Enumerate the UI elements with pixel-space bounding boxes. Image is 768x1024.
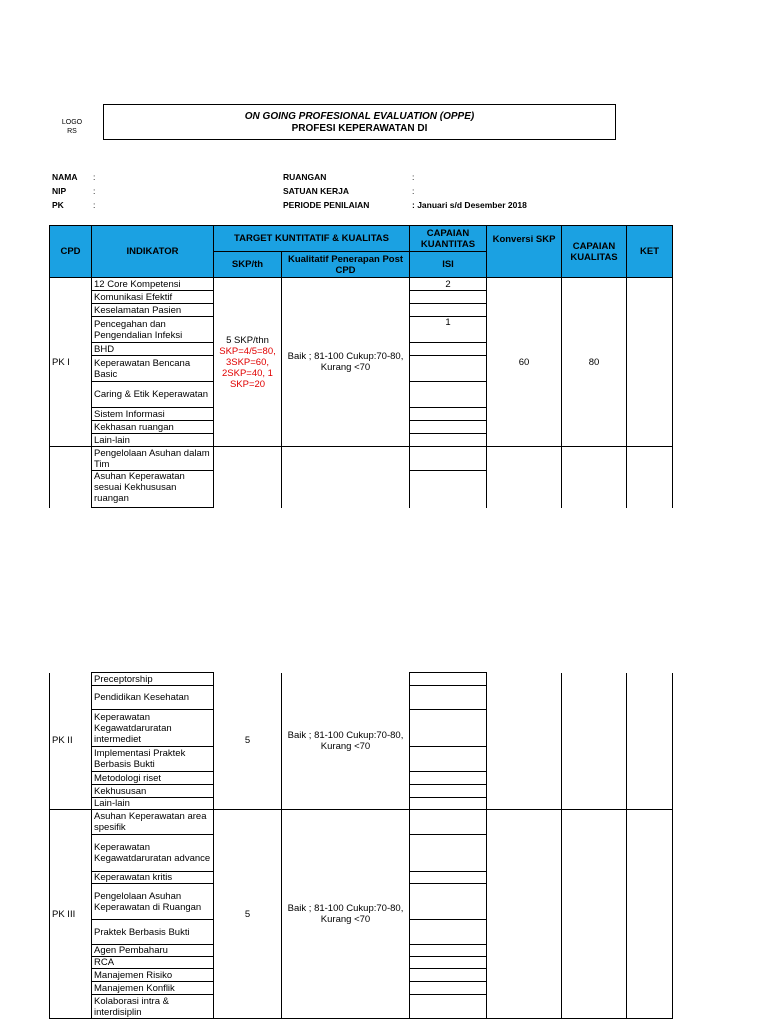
- pk2-indicator: Lain-lain: [92, 798, 214, 810]
- logo-line2: RS: [67, 128, 77, 135]
- header-capaian-kualitas: CAPAIAN KUALITAS: [562, 226, 627, 278]
- pk1b-konversi: [487, 447, 562, 508]
- pk3-isi: [410, 810, 487, 835]
- pk1-konversi: 60: [487, 278, 562, 447]
- header-konversi-skp: Konversi SKP: [487, 226, 562, 278]
- pk2-konversi: [487, 673, 562, 810]
- pk1-indicator: Keperawatan Bencana Basic: [92, 356, 214, 382]
- pk1-indicator: Pencegahan dan Pengendalian Infeksi: [92, 317, 214, 343]
- logo-line1: LOGO: [61, 119, 83, 126]
- pk3-isi: [410, 884, 487, 920]
- pk3-indicator: Manajemen Risiko: [92, 969, 214, 982]
- pk1-isi: [410, 291, 487, 304]
- pk1-indicator: 12 Core Kompetensi: [92, 278, 214, 291]
- pk1-indicator: Keselamatan Pasien: [92, 304, 214, 317]
- oppe-table-top: [49, 225, 673, 508]
- pk3-indicator: Keperawatan Kegawatdaruratan advance: [92, 835, 214, 872]
- header-ket: KET: [627, 226, 673, 278]
- pk2-isi: [410, 686, 487, 710]
- pk1-kualitatif: Baik ; 81-100 Cukup:70-80, Kurang <70: [282, 278, 410, 447]
- pk1-isi: [410, 356, 487, 382]
- pk1-isi: [410, 434, 487, 447]
- ruangan-colon: :: [412, 172, 415, 182]
- pk3-ket: [627, 810, 673, 1019]
- nip-label: NIP: [52, 186, 67, 196]
- pk1-indicator: Komunikasi Efektif: [92, 291, 214, 304]
- nip-colon: :: [93, 186, 96, 196]
- nama-colon: :: [93, 172, 96, 182]
- pk2-isi: [410, 673, 487, 686]
- pk2-ket: [627, 673, 673, 810]
- pk1-skp: [214, 278, 282, 447]
- pk1-capaian-kualitas: 80: [562, 278, 627, 447]
- header-kualitatif: Kualitatif Penerapan Post CPD: [282, 252, 410, 278]
- pk1b-indicator: Asuhan Keperawatan sesuai Kekhususan ruangan: [92, 471, 214, 508]
- pk2-indicator: Preceptorship: [92, 673, 214, 686]
- pk1b-kualitatif: [282, 447, 410, 508]
- periode-value: : Januari s/d Desember 2018: [412, 200, 527, 210]
- header-cpd: CPD: [50, 226, 92, 278]
- title-line2: PROFESI KEPERAWATAN DI: [291, 123, 428, 134]
- pk1-isi: [410, 421, 487, 434]
- pk1-isi: [410, 408, 487, 421]
- pk2-indicator: Metodologi riset: [92, 772, 214, 785]
- pk1-isi: [410, 304, 487, 317]
- pk2-kualitatif: Baik ; 81-100 Cukup:70-80, Kurang <70: [282, 673, 410, 810]
- pk3-skp: 5: [214, 810, 282, 1019]
- pk1b-isi: [410, 447, 487, 471]
- pk3-isi: [410, 995, 487, 1019]
- pk3-capaian-kualitas: [562, 810, 627, 1019]
- pk3-indicator: Agen Pembaharu: [92, 945, 214, 957]
- pk2-indicator: Implementasi Praktek Berbasis Bukti: [92, 747, 214, 772]
- pk1-ket: [627, 278, 673, 447]
- satuan-kerja-label: SATUAN KERJA: [283, 186, 349, 196]
- pk1-isi: [410, 382, 487, 408]
- pk3-isi: [410, 920, 487, 945]
- pk2-isi: [410, 785, 487, 798]
- pk3-indicator: Keperawatan kritis: [92, 872, 214, 884]
- ruangan-label: RUANGAN: [283, 172, 327, 182]
- pk2-indicator: Keperawatan Kegawatdaruratan intermediet: [92, 710, 214, 747]
- oppe-table-bottom: [49, 672, 673, 1019]
- pk3-indicator: Pengelolaan Asuhan Keperawatan di Ruangan: [92, 884, 214, 920]
- pk3-isi: [410, 872, 487, 884]
- pk1-indicator: Lain-lain: [92, 434, 214, 447]
- pk3-indicator: Manajemen Konflik: [92, 982, 214, 995]
- pk3-kualitatif: Baik ; 81-100 Cukup:70-80, Kurang <70: [282, 810, 410, 1019]
- pk1-isi: 1: [410, 317, 487, 343]
- pk2-label: PK II: [50, 673, 92, 810]
- pk-label: PK: [52, 200, 64, 210]
- pk2-isi: [410, 798, 487, 810]
- pk1-isi: [410, 343, 487, 356]
- pk3-isi: [410, 835, 487, 872]
- pk2-isi: [410, 747, 487, 772]
- pk1b-skp: [214, 447, 282, 508]
- satuan-kerja-colon: :: [412, 186, 415, 196]
- nama-label: NAMA: [52, 172, 78, 182]
- pk2-indicator: Pendidikan Kesehatan: [92, 686, 214, 710]
- periode-label: PERIODE PENILAIAN: [283, 200, 370, 210]
- pk3-indicator: RCA: [92, 957, 214, 969]
- pk3-isi: [410, 945, 487, 957]
- pk1b-indicator: Pengelolaan Asuhan dalam Tim: [92, 447, 214, 471]
- pk3-label: PK III: [50, 810, 92, 1019]
- pk3-isi: [410, 957, 487, 969]
- pk2-skp: 5: [214, 673, 282, 810]
- pk-colon: :: [93, 200, 96, 210]
- pk1-isi: 2: [410, 278, 487, 291]
- pk1-skp-scale: SKP=4/5=80, 3SKP=60, 2SKP=40, 1 SKP=20: [219, 345, 276, 390]
- logo-placeholder: [60, 118, 84, 136]
- header-isi: ISI: [410, 252, 487, 278]
- pk2-isi: [410, 772, 487, 785]
- pk1-indicator: Caring & Etik Keperawatan: [92, 382, 214, 408]
- header-capaian-kuantitas: CAPAIAN KUANTITAS: [410, 226, 487, 252]
- pk3-konversi: [487, 810, 562, 1019]
- pk1b-cpd: [50, 447, 92, 508]
- header-skp-th: SKP/th: [214, 252, 282, 278]
- pk2-capaian-kualitas: [562, 673, 627, 810]
- pk2-indicator: Kekhususan: [92, 785, 214, 798]
- pk3-indicator: Praktek Berbasis Bukti: [92, 920, 214, 945]
- pk1b-capaian-kualitas: [562, 447, 627, 508]
- pk3-indicator: Asuhan Keperawatan area spesifik: [92, 810, 214, 835]
- pk3-isi: [410, 969, 487, 982]
- pk1-label: PK I: [50, 278, 92, 447]
- pk1b-ket: [627, 447, 673, 508]
- header-indikator: INDIKATOR: [92, 226, 214, 278]
- pk1-indicator: BHD: [92, 343, 214, 356]
- document-title: [103, 104, 616, 140]
- pk1b-isi: [410, 471, 487, 508]
- pk3-isi: [410, 982, 487, 995]
- pk1-skp-main: 5 SKP/thn: [226, 334, 269, 346]
- pk1-indicator: Sistem Informasi: [92, 408, 214, 421]
- pk1-indicator: Kekhasan ruangan: [92, 421, 214, 434]
- pk2-isi: [410, 710, 487, 747]
- title-line1: ON GOING PROFESIONAL EVALUATION (OPPE): [244, 111, 475, 122]
- pk3-indicator: Kolaborasi intra & interdisiplin: [92, 995, 214, 1019]
- header-target: TARGET KUNTITATIF & KUALITAS: [214, 226, 410, 252]
